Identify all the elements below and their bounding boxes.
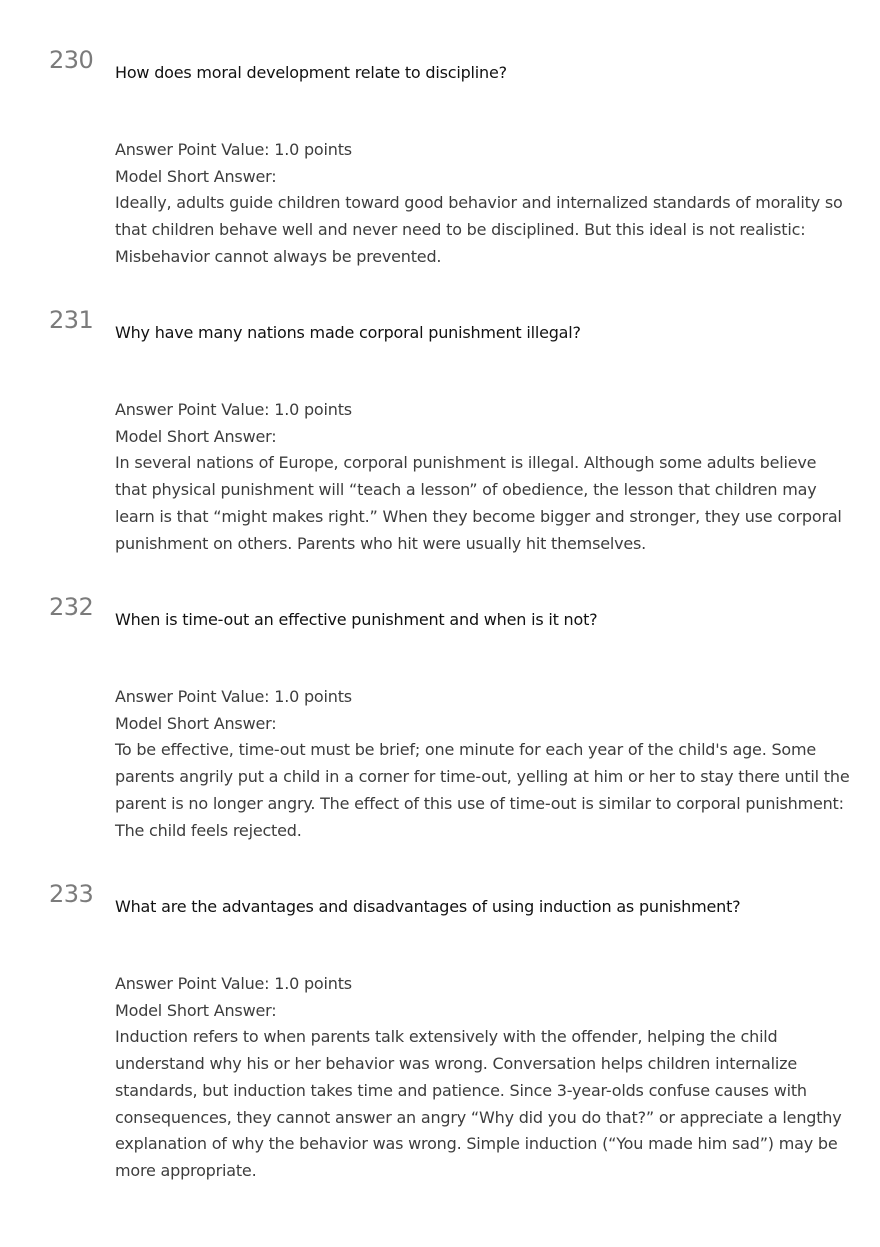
question-text: How does moral development relate to discipline? — [115, 63, 507, 82]
answer-text: In several nations of Europe, corporal punishment is illegal. Although some adults believe that physical punishment will “teach a lesson” of obedience, the lesson that children may learn is that “might makes right.” When they become bigger and stronger, they use corporal punishment on others. Parents who hit were usually hit themselves. — [115, 453, 842, 553]
answer-label: Model Short Answer: — [115, 166, 277, 186]
answer-text: Induction refers to when parents talk extensively with the offender, helping the child understand why his or her behavior was wrong. Conversation helps children internalize standards, but induction takes time and patience. Since 3-year-olds confuse causes with consequences, they cannot answer an angry “Why did you do that?” or appreciate a lengthy explanation of why the behavior was wrong. Simple induction (“You made him sad”) may be more appropriate. — [115, 1027, 842, 1180]
answer-block — [115, 137, 850, 271]
point-value: Answer Point Value: 1.0 points — [115, 974, 352, 993]
question-text: Why have many nations made corporal punishment illegal? — [115, 323, 581, 342]
question-number: 230 — [49, 46, 94, 74]
question-number: 233 — [49, 880, 94, 908]
question-number: 231 — [49, 306, 94, 334]
answer-text: Ideally, adults guide children toward good behavior and internalized standards of morality so that children behave well and never need to be disciplined. But this ideal is not realistic: Misbehavior cannot always be prevented. — [115, 193, 843, 266]
question-number: 232 — [49, 593, 94, 621]
point-value: Answer Point Value: 1.0 points — [115, 140, 352, 159]
point-value: Answer Point Value: 1.0 points — [115, 687, 352, 706]
answer-label: Model Short Answer: — [115, 426, 277, 446]
point-value: Answer Point Value: 1.0 points — [115, 400, 352, 419]
answer-block — [115, 684, 850, 844]
answer-block — [115, 397, 850, 557]
answer-label: Model Short Answer: — [115, 713, 277, 733]
answer-text: To be effective, time-out must be brief; one minute for each year of the child's age. Some parents angrily put a child in a corner for time-out, yelling at him or her to stay there until the parent is no longer angry. The effect of this use of time-out is similar to corporal punishment: The child feels rejected. — [115, 740, 850, 840]
question-text: When is time-out an effective punishment and when is it not? — [115, 610, 598, 629]
answer-block — [115, 971, 850, 1185]
question-text: What are the advantages and disadvantages of using induction as punishment? — [115, 897, 741, 916]
answer-label: Model Short Answer: — [115, 1000, 277, 1020]
